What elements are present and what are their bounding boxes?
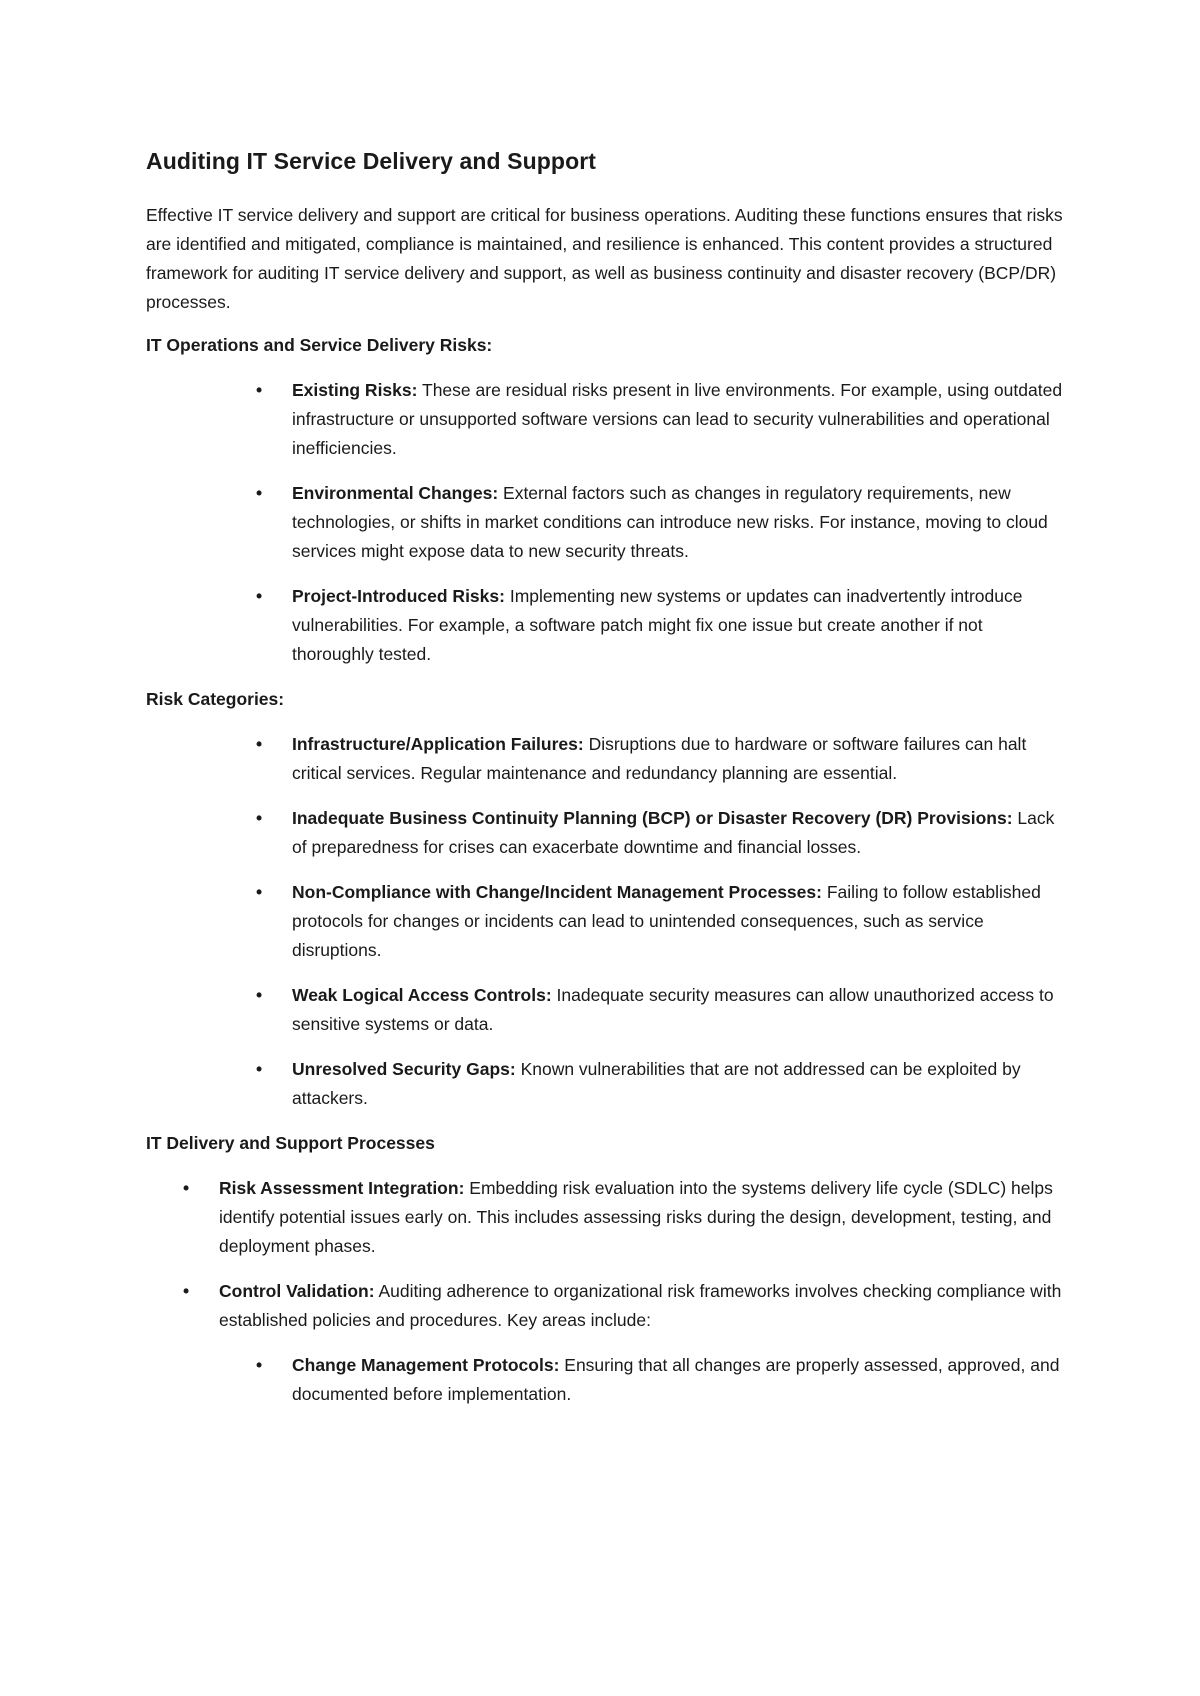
bullet-icon: • [256,483,263,503]
item-text: Disruptions due to hardware or software failures can halt critical services. Regular maintenance and redundancy planning are essential. [292,734,1027,783]
bullet-icon: • [256,1059,263,1079]
item-text: Lack of preparedness for crises can exacerbate downtime and financial losses. [292,808,1055,857]
bullet-icon: • [256,882,263,902]
section-heading-delivery-processes: IT Delivery and Support Processes [146,1133,435,1153]
item-text: Known vulnerabilities that are not addressed can be exploited by attackers. [292,1059,1021,1108]
item-term: Weak Logical Access Controls: [292,985,552,1005]
document-page [146,148,1066,1425]
bullet-icon: • [183,1178,190,1198]
item-text: Ensuring that all changes are properly assessed, approved, and documented before implementation. [292,1355,1060,1404]
list-item [256,479,1066,566]
delivery-processes-list [146,1174,1066,1409]
document-title: Auditing IT Service Delivery and Support [146,148,597,174]
bullet-icon: • [256,808,263,828]
item-text: Inadequate security measures can allow unauthorized access to sensitive systems or data. [292,985,1054,1034]
item-text: These are residual risks present in live environments. For example, using outdated infrastructure or unsupported software versions can lead to security vulnerabilities and operational inefficiencies. [292,380,1063,458]
item-text: Failing to follow established protocols for changes or incidents can lead to unintended consequences, such as service disruptions. [292,882,1041,960]
item-term: Risk Assessment Integration: [219,1178,465,1198]
item-term: Project-Introduced Risks: [292,586,505,606]
bullet-icon: • [256,734,263,754]
item-term: Environmental Changes: [292,483,499,503]
list-item [256,376,1066,463]
list-item [256,582,1066,669]
list-item [183,1174,1066,1261]
bullet-icon: • [256,380,263,400]
item-text: Embedding risk evaluation into the systems delivery life cycle (SDLC) helps identify potential issues early on. This includes assessing risks during the design, development, testing, and deployment phases. [219,1178,1053,1256]
section-heading-operations-risks: IT Operations and Service Delivery Risks: [146,335,493,355]
item-text: Auditing adherence to organizational risk frameworks involves checking compliance with established policies and procedures. Key areas include: [219,1281,1062,1330]
list-item [256,1351,1066,1409]
item-term: Unresolved Security Gaps: [292,1059,516,1079]
operations-risks-list [146,376,1066,669]
list-item [183,1277,1066,1409]
item-term: Control Validation: [219,1281,375,1301]
item-text: Implementing new systems or updates can inadvertently introduce vulnerabilities. For example, a software patch might fix one issue but create another if not thoroughly tested. [292,586,1023,664]
bullet-icon: • [256,985,263,1005]
bullet-icon: • [183,1281,190,1301]
list-item [256,878,1066,965]
section-heading-risk-categories: Risk Categories: [146,689,285,709]
list-item [256,804,1066,862]
item-term: Change Management Protocols: [292,1355,560,1375]
bullet-icon: • [256,1355,263,1375]
list-item [256,981,1066,1039]
bullet-icon: • [256,586,263,606]
item-term: Non-Compliance with Change/Incident Management Processes: [292,882,822,902]
control-validation-sublist [219,1351,1066,1409]
intro-paragraph: Effective IT service delivery and support are critical for business operations. Auditing these functions ensures that risks are identified and mitigated, compliance is maintained, and resilience is enhanced. This content provides a structured framework for auditing IT service delivery and support, as well as business continuity and disaster recovery (BCP/DR) processes. [146,205,1063,312]
list-item [256,1055,1066,1113]
list-item [256,730,1066,788]
item-term: Infrastructure/Application Failures: [292,734,584,754]
risk-categories-list [146,730,1066,1113]
item-term: Existing Risks: [292,380,418,400]
item-term: Inadequate Business Continuity Planning (BCP) or Disaster Recovery (DR) Provisions: [292,808,1013,828]
item-text: External factors such as changes in regulatory requirements, new technologies, or shifts in market conditions can introduce new risks. For instance, moving to cloud services might expose data to new security threats. [292,483,1048,561]
